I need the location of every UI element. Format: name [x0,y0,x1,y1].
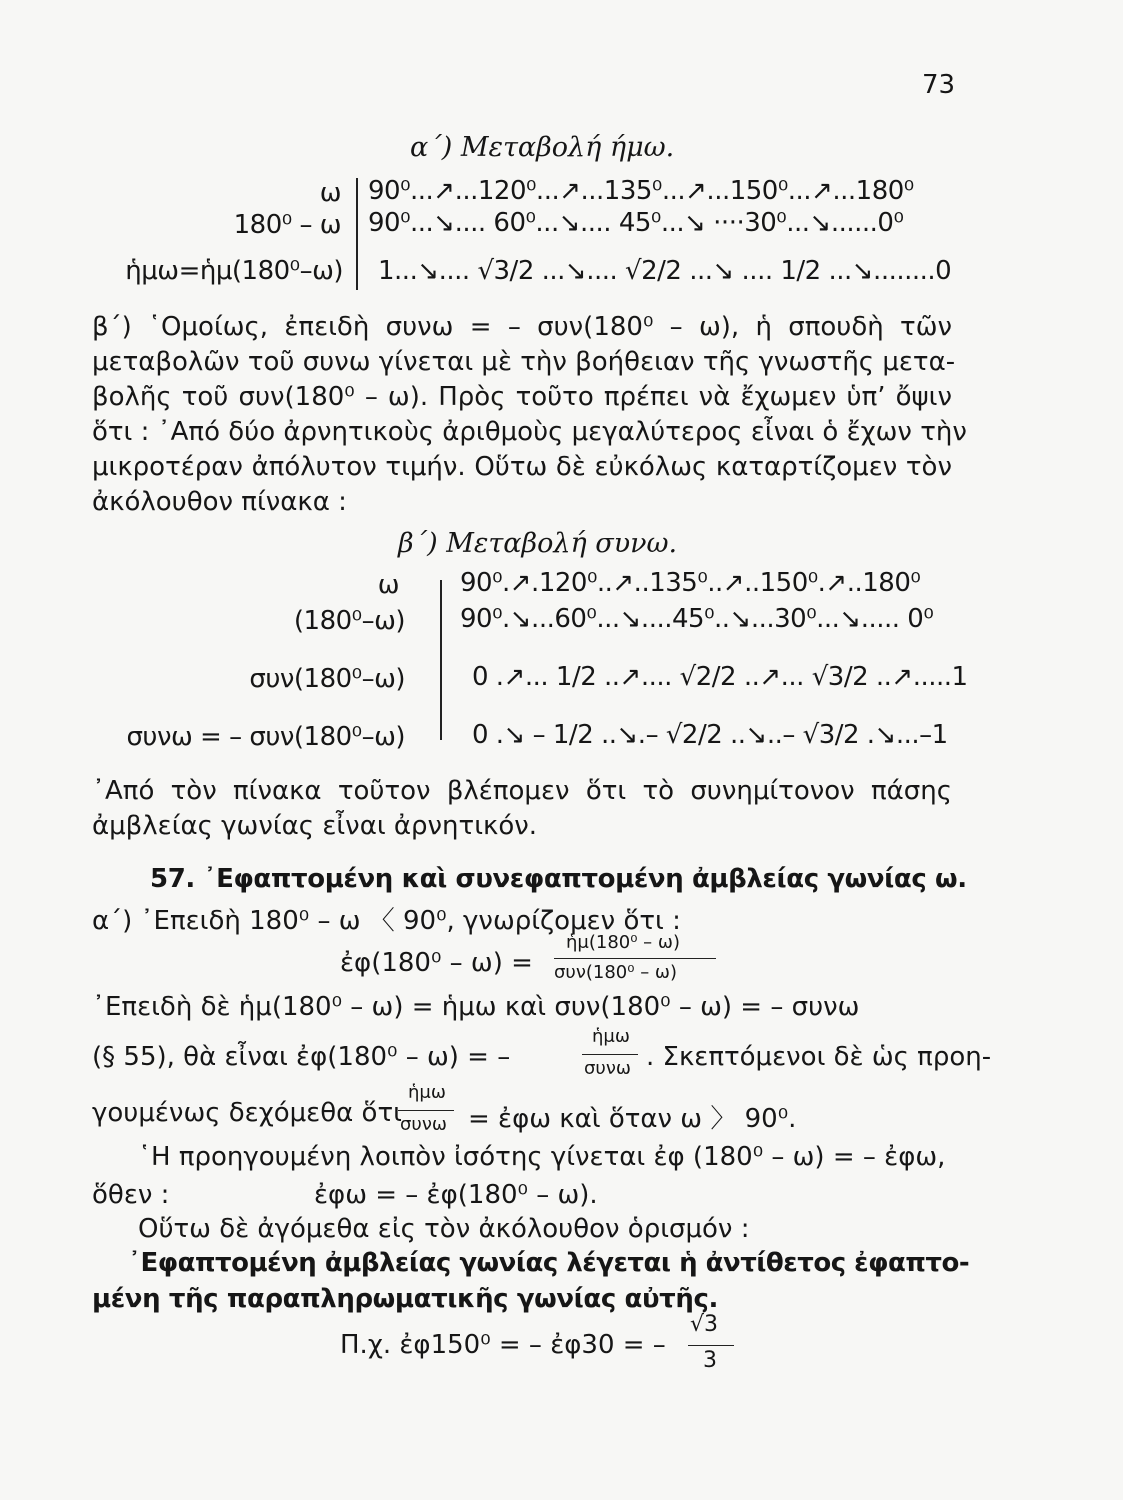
example-start: Π.χ. ἐφ150⁰ = – ἐφ30 = – [340,1330,666,1360]
section-57-line-3-start: (§ 55), θὰ εἶναι ἐφ(180⁰ – ω) = – [92,1042,511,1072]
paragraph-cosine-intro [92,310,967,520]
table-b-title: β΄) Μεταβολή συνω. [398,528,678,559]
table-a-label-omega: ω [319,178,341,208]
table-b-label-cosine: συνω = – συν(180⁰–ω) [126,722,405,752]
table-b-label-supplement: (180⁰–ω) [293,606,405,636]
fraction-bar [582,1054,638,1055]
example-numerator: √3 [690,1312,719,1337]
table-a-divider [356,178,358,290]
line-3-numerator: ἡμω [592,1026,630,1047]
table-b-row-cos-supplement: 0 .↗... 1/2 ..↗.... √2/2 ..↗... √3/2 ..↗.....1 [472,662,968,692]
section-57-line-4-start: γουμένως δεχόμεθα ὅτι [92,1098,402,1128]
section-57-line-3-end: . Σκεπτόμενοι δὲ ὡς προη- [646,1042,992,1072]
text-line: ὅτι : ᾿Από δύο ἀρνητικοὺς ἀριθμοὺς μεγαλύτερος εἶναι ὁ ἔχων τὴν [92,417,967,447]
definition-line-2: μένη τῆς παραπληρωματικῆς γωνίας αὐτῆς. [92,1284,718,1314]
text-line: β΄) ῾Ομοίως, ἐπειδὴ συνω = – συν(180⁰ – ω), ἡ σπουδὴ τῶν [92,312,952,342]
section-57-line-2: ᾿Επειδὴ δὲ ἡμ(180⁰ – ω) = ἡμω καὶ συν(180⁰ – ω) = – συνω [92,992,860,1022]
table-a-label-supplement: 180⁰ – ω [233,210,341,240]
page-number: 73 [922,70,956,100]
table-a-row-supplement: 90⁰...↘.... 60⁰...↘.... 45⁰...↘ ····30⁰...↘......0⁰ [368,208,904,238]
table-a-row-omega: 90⁰...↗...120⁰...↗...135⁰...↗...150⁰...↗...180⁰ [368,176,914,206]
table-b-row-supplement: 90⁰.↘...60⁰...↘....45⁰..↘...30⁰...↘..... 0⁰ [460,604,934,634]
table-b-row-omega: 90⁰.↗.120⁰..↗..135⁰..↗..150⁰.↗..180⁰ [460,568,921,598]
table-a-label-sine: ἡμω=ἡμ(180⁰–ω) [125,256,343,286]
equation-tan-numerator: ἡμ(180⁰ – ω) [566,932,680,953]
line-4-numerator: ἡμω [408,1082,446,1103]
fraction-bar [688,1345,734,1346]
section-57-line-6-formula: ἐφω = – ἐφ(180⁰ – ω). [314,1180,598,1210]
text-line: ἀμβλείας γωνίας εἶναι ἀρνητικόν. [92,811,538,841]
equation-tan-lhs: ἐφ(180⁰ – ω) = [340,948,533,978]
fraction-bar [554,958,716,959]
table-b-label-cos-supplement: συν(180⁰–ω) [249,664,405,694]
section-57-line-5: ῾Η προηγουμένη λοιπὸν ἰσότης γίνεται ἐφ (180⁰ – ω) = – ἐφω, [138,1142,946,1172]
table-b-brace [440,580,442,740]
section-57-line-6-label: ὅθεν : [92,1180,170,1210]
section-57-line-4-end: = ἐφω καὶ ὅταν ω 〉 90⁰. [468,1104,797,1134]
section-57-line-1: α΄) ᾿Επειδὴ 180⁰ – ω 〈 90⁰, γνωρίζομεν ὅτι : [92,906,681,936]
table-b-row-cosine: 0 .↘ – 1/2 ..↘.– √2/2 ..↘..– √3/2 .↘...–1 [472,720,948,750]
text-line: ᾿Από τὸν πίνακα τοῦτον βλέπομεν ὅτι τὸ συνημίτονον πάσης [92,776,952,806]
example-denominator: 3 [703,1348,717,1373]
line-3-denominator: συνω [584,1058,631,1079]
text-line: μικροτέραν ἀπόλυτον τιμήν. Οὕτω δὲ εὐκόλως καταρτίζομεν τὸν [92,452,952,482]
section-57-heading: 57. ᾿Εφαπτομένη καὶ συνεφαπτομένη ἀμβλείας γωνίας ω. [150,864,967,894]
fraction-bar [398,1110,454,1111]
section-57-line-7: Οὕτω δὲ ἀγόμεθα εἰς τὸν ἀκόλουθον ὁρισμόν : [138,1214,750,1244]
text-line: βολῆς τοῦ συν(180⁰ – ω). Πρὸς τοῦτο πρέπει νὰ ἔχωμεν ὑπ’ ὄψιν [92,382,952,412]
equation-tan-denominator: συν(180⁰ – ω) [554,962,678,983]
line-4-denominator: συνω [400,1114,447,1135]
paragraph-cosine-conclusion [92,774,952,844]
table-a-row-sine: 1...↘.... √3/2 ...↘.... √2/2 ...↘ .... 1/2 ...↘........0 [378,256,952,286]
text-line: ἀκόλουθον πίνακα : [92,487,347,517]
table-a-title: α΄) Μεταβολή ήμω. [410,132,675,163]
table-b-label-omega: ω [377,570,399,600]
text-line: μεταβολῶν τοῦ συνω γίνεται μὲ τὴν βοήθειαν τῆς γνωστῆς μετα- [92,347,956,377]
definition-line-1: ᾿Εφαπτομένη ἀμβλείας γωνίας λέγεται ἡ ἀντίθετος ἐφαπτο- [128,1248,970,1278]
